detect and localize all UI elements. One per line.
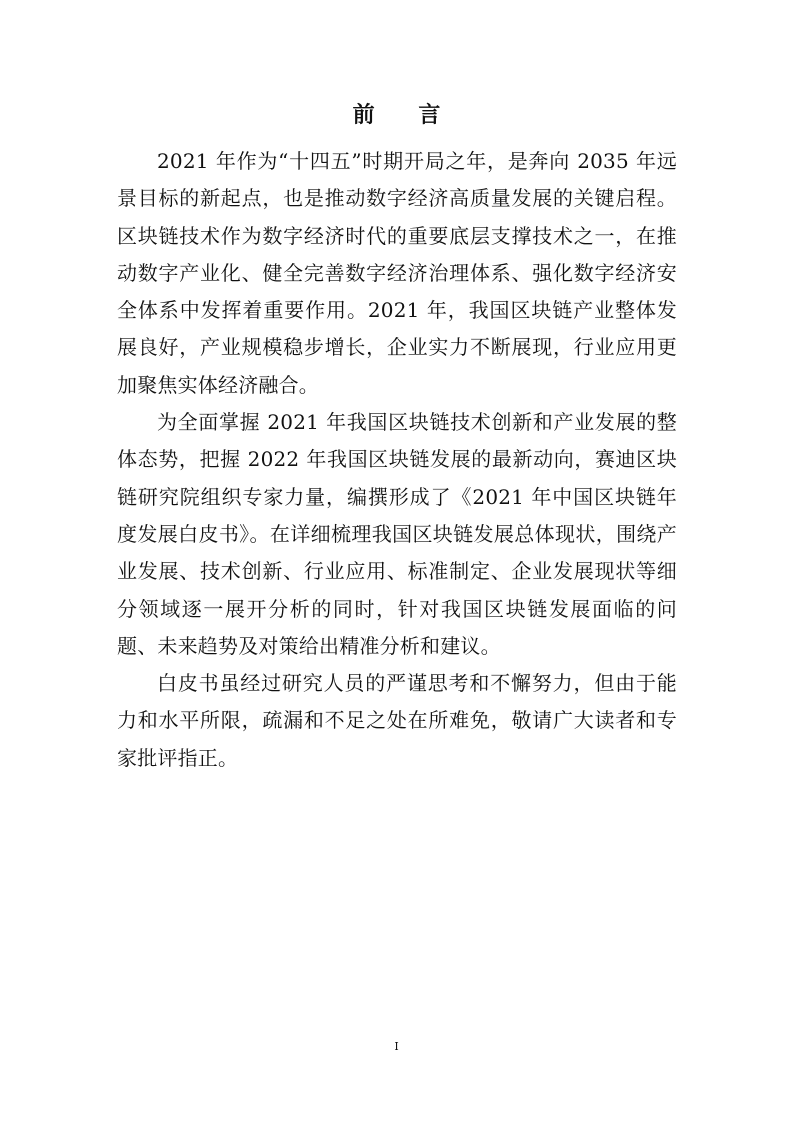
paragraph-3: 白皮书虽经过研究人员的严谨思考和不懈努力，但由于能力和水平所限，疏漏和不足之处在所难免，敬请广大读者和专家批评指正。 bbox=[117, 671, 677, 770]
page-title: 前 言 bbox=[352, 103, 459, 128]
preface-body bbox=[117, 143, 677, 777]
paragraph-1: 2021 年作为“十四五”时期开局之年，是奔向 2035 年远景目标的新起点，也是推动数字经济高质量发展的关键启程。区块链技术作为数字经济时代的重要底层支撑技术之一，在推动数字产业化、健全完善数字经济治理体系、强化数字经济安全体系中发挥着重要作用。2021 年，我国区块链产业整体发展良好，产业规模稳步增长，企业实力不断展现，行业应用更加聚焦实体经济融合。 bbox=[117, 149, 677, 397]
page-number: I bbox=[394, 1040, 399, 1053]
paragraph-2: 为全面掌握 2021 年我国区块链技术创新和产业发展的整体态势，把握 2022 年我国区块链发展的最新动向，赛迪区块链研究院组织专家力量，编撰形成了《2021 年中国区块链年度发展白皮书》。在详细梳理我国区块链发展总体现状，围绕产业发展、技术创新、行业应用、标准制定、企业发展现状等细分领域逐一展开分析的同时，针对我国区块链发展面临的问题、未来趋势及对策给出精准分析和建议。 bbox=[117, 410, 677, 658]
